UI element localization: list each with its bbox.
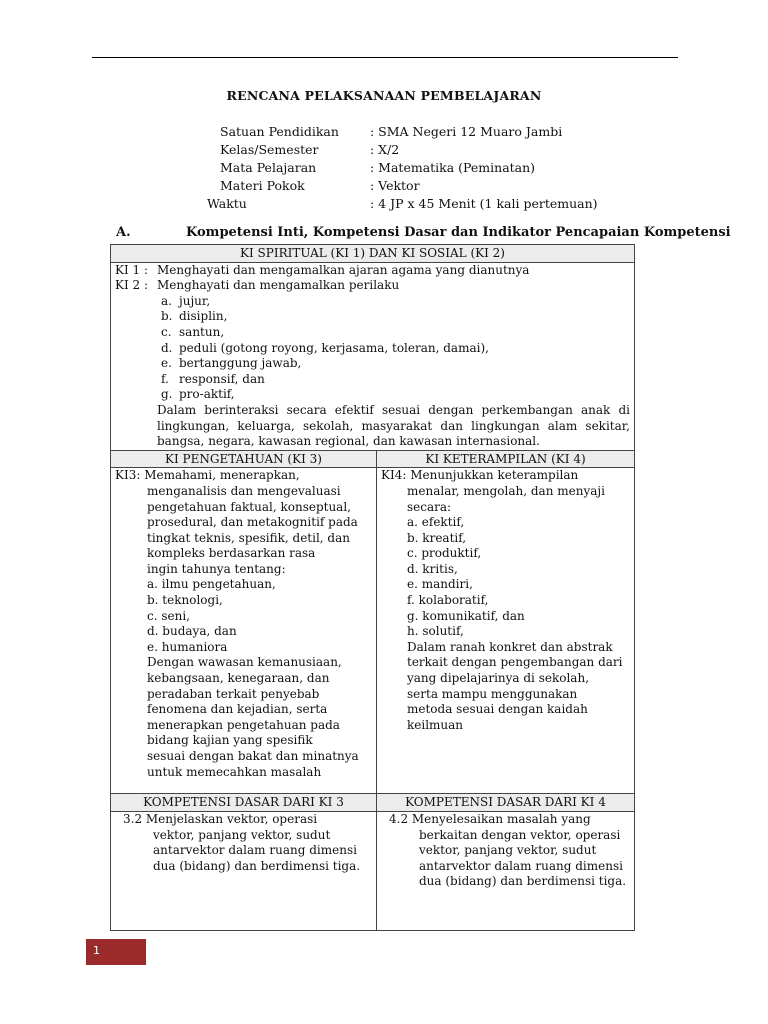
ki3-line: Dengan wawasan kemanusiaan, [147,655,342,670]
list-marker: c. [161,324,172,339]
ki4-line: e. mandiri, [407,577,473,592]
list-text: disiplin, [179,309,228,324]
ki4-first-line: KI4: Menunjukkan keterampilan [381,468,579,483]
ki3-line: menerapkan pengetahuan pada [147,717,340,732]
list-text: pro-aktif, [179,387,235,402]
ki4-line: g. komunikatif, dan [407,608,525,623]
kd4-content [381,812,630,890]
section-title: Kompetensi Inti, Kompetensi Dasar dan Indikator Pencapaian Kompetensi [186,225,731,240]
ki4-header: KI KETERAMPILAN (KI 4) [377,450,635,468]
kd3-cell [111,811,377,930]
ki3-line: b. teknologi, [147,593,223,608]
ki4-line: Dalam ranah konkret dan abstrak [407,639,613,654]
ki4-line: d. kritis, [407,561,458,576]
kd3-line: dua (bidang) dan berdimensi tiga. [153,858,361,873]
ki4-line: f. kolaboratif, [407,593,489,608]
ki1-line [115,263,630,279]
ki3-line: e. humaniora [147,639,228,654]
list-text: responsif, dan [179,371,265,386]
ki3-line: c. seni, [147,608,190,623]
ki3-first-line: KI3: Memahami, menerapkan, [115,468,300,483]
ki4-body [381,484,630,734]
ki4-cell [377,468,635,794]
ki4-line: secara: [407,499,452,514]
kd4-header: KOMPETENSI DASAR DARI KI 4 [377,794,635,812]
identity-label: Materi Pokok [220,178,305,193]
ki4-line: metoda sesuai dengan kaidah [407,702,588,717]
ki2-line [115,278,630,294]
ki3-line: menganalisis dan mengevaluasi [147,483,341,498]
ki1-text: Menghayati dan mengamalkan ajaran agama yang dianutnya [157,262,530,277]
ki4-line: serta mampu menggunakan [407,686,578,701]
ki3-line: d. budaya, dan [147,624,237,639]
identity-value: : X/2 [370,142,400,157]
list-item [115,325,630,341]
identity-label: Mata Pelajaran [220,160,317,175]
kd4-first-line: 4.2 Menyelesaikan masalah yang [389,811,591,826]
ki1-label: KI 1 : [115,262,149,277]
list-text: bertanggung jawab, [179,356,302,371]
list-marker: e. [161,356,172,371]
ki3-line: prosedural, dan metakognitif pada [147,515,358,530]
ki3-cell [111,468,377,794]
page-number-badge [86,939,146,965]
section-number: A. [116,225,131,240]
list-marker: f. [161,371,169,386]
ki3-line: pengetahuan faktual, konseptual, [147,499,351,514]
list-item [115,294,630,310]
document-title: RENCANA PELAKSANAAN PEMBELAJARAN [226,88,542,103]
ki3-line: peradaban terkait penyebab [147,686,320,701]
kd4-line: berkaitan dengan vektor, operasi [419,827,621,842]
identity-label: Waktu [207,196,247,211]
identity-label: Kelas/Semester [220,142,319,157]
kd3-line: vektor, panjang vektor, sudut [153,827,331,842]
ki4-line: yang dipelajarinya di sekolah, [407,671,590,686]
list-item [115,309,630,325]
identity-value: : 4 JP x 45 Menit (1 kali pertemuan) [370,196,598,211]
list-marker: d. [161,340,173,355]
ki2-text: Menghayati dan mengamalkan perilaku [157,278,400,293]
spiritual-social-cell [111,262,635,450]
list-marker: b. [161,309,173,324]
ki3-line: tingkat teknis, spesifik, detil, dan [147,530,350,545]
ki4-line: terkait dengan pengembangan dari [407,655,623,670]
ki3-line: untuk memecahkan masalah [147,764,322,779]
ki3-line: kebangsaan, kenegaraan, dan [147,671,330,686]
ki3-line: kompleks berdasarkan rasa [147,546,316,561]
kd3-content [115,812,372,874]
ki2-paragraph: Dalam berinteraksi secara efektif sesuai dengan perkembangan anak di lingkungan, keluarga, sekolah, masyarakat dan lingkungan alam sekitar, bangsa, negara, kawasan regional, dan kawasan internasional. [157,402,630,449]
ki3-line: ingin tahunya tentang: [147,561,286,576]
ki4-line: b. kreatif, [407,530,467,545]
page-number: 1 [93,944,100,957]
list-text: jujur, [179,293,211,308]
kd4-line: dua (bidang) dan berdimensi tiga. [419,874,627,889]
ki4-line: menalar, mengolah, dan menyaji [407,483,605,498]
competency-table [110,244,635,931]
identity-label: Satuan Pendidikan [220,124,339,139]
list-marker: g. [161,387,173,402]
ki3-line: bidang kajian yang spesifik [147,733,313,748]
kd4-cell [377,811,635,930]
spiritual-social-header: KI SPIRITUAL (KI 1) DAN KI SOSIAL (KI 2) [111,245,635,263]
kd3-header: KOMPETENSI DASAR DARI KI 3 [111,794,377,812]
header-rule [92,57,678,58]
ki4-line: keilmuan [407,717,464,732]
identity-value: : Vektor [370,178,420,193]
ki2-label: KI 2 : [115,278,149,293]
kd3-line: antarvektor dalam ruang dimensi [153,843,357,858]
list-item [115,356,630,372]
kd4-line: vektor, panjang vektor, sudut [419,843,597,858]
list-item [115,372,630,388]
list-marker: a. [161,293,172,308]
ki4-line: a. efektif, [407,515,465,530]
ki3-line: sesuai dengan bakat dan minatnya [147,749,359,763]
ki3-line: a. ilmu pengetahuan, [147,577,276,592]
ki3-line: fenomena dan kejadian, serta [147,702,328,717]
identity-value: : Matematika (Peminatan) [370,160,536,175]
list-item [115,387,630,403]
ki4-line: h. solutif, [407,624,464,639]
ki3-body [115,484,372,780]
list-text: santun, [179,324,225,339]
ki3-header: KI PENGETAHUAN (KI 3) [111,450,377,468]
identity-value: : SMA Negeri 12 Muaro Jambi [370,124,563,139]
ki4-line: c. produktif, [407,546,482,561]
kd4-line: antarvektor dalam ruang dimensi [419,858,623,873]
list-item [115,341,630,357]
kd3-first-line: 3.2 Menjelaskan vektor, operasi [123,811,318,826]
list-text: peduli (gotong royong, kerjasama, toleran, damai), [179,340,489,355]
